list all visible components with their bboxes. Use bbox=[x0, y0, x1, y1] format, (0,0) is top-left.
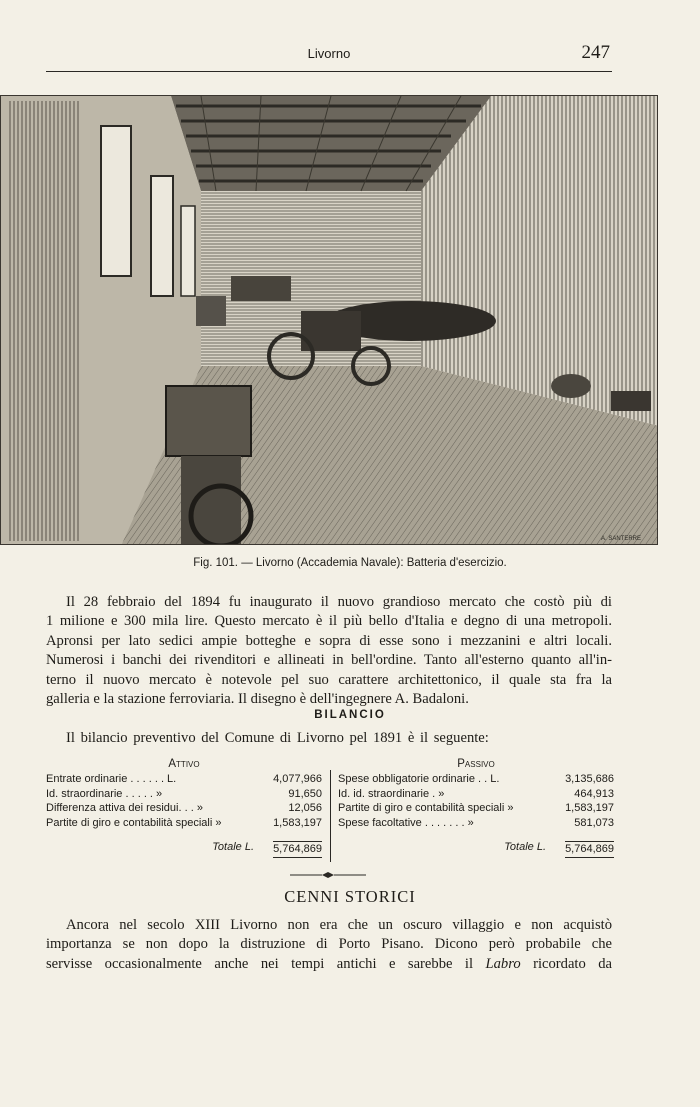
passivo-row-amount: 3,135,686 bbox=[565, 773, 614, 785]
paragraph-line: importanza se non dopo la distruzione di Porto Pisano. Dicono però probabile che bbox=[46, 936, 612, 953]
paragraph-line: 1 milione e 300 mila lire. Questo mercato è il più bello d'Italia e degno di una metropoli. bbox=[46, 613, 612, 630]
attivo-row-amount: 4,077,966 bbox=[273, 773, 322, 785]
column-divider bbox=[330, 770, 331, 862]
attivo-row-label: Partite di giro e contabilità speciali » bbox=[46, 816, 222, 829]
running-header bbox=[46, 42, 612, 72]
attivo-row-amount: 1,583,197 bbox=[273, 816, 322, 829]
attivo-row bbox=[46, 802, 322, 817]
paragraph-line: Il 28 febbraio del 1894 fu inaugurato il nuovo grandioso mercato che costò più di bbox=[66, 594, 612, 610]
bilancio-intro: Il bilancio preventivo del Comune di Livorno pel 1891 è il seguente: bbox=[66, 730, 489, 746]
attivo-heading: Attivo bbox=[168, 758, 200, 770]
attivo-row bbox=[46, 788, 322, 803]
history-paragraph bbox=[46, 916, 612, 974]
attivo-total-amount: 5,764,869 bbox=[273, 843, 322, 855]
paragraph-line: galleria e la stazione ferroviaria. Il disegno è dell'ingegnere A. Badaloni. bbox=[46, 691, 469, 708]
attivo-row-label: Id. straordinarie . . . . . » bbox=[46, 787, 163, 800]
attivo-row-label: Entrate ordinarie . . . . . . L. bbox=[46, 773, 177, 785]
passivo-row-amount: 581,073 bbox=[574, 816, 614, 829]
paragraph-line: Ancora nel secolo XIII Livorno non era che un oscuro villaggio e non acquistò bbox=[66, 917, 612, 933]
passivo-row bbox=[338, 802, 614, 817]
passivo-heading: Passivo bbox=[457, 758, 495, 770]
passivo-row bbox=[338, 773, 614, 788]
attivo-row bbox=[46, 817, 322, 832]
attivo-row-amount: 12,056 bbox=[288, 802, 322, 814]
paragraph-line: terno il nuovo mercato è notevole pel suo carattere architettonico, il quale sta fra la bbox=[46, 671, 612, 688]
paragraph-line: Numerosi i banchi dei rivenditori e allineati in bell'ordine. Tanto all'esterno quanto all'in- bbox=[46, 652, 612, 669]
section-heading: CENNI STORICI bbox=[284, 887, 416, 906]
passivo-total-amount: 5,764,869 bbox=[565, 843, 614, 855]
passivo-row-amount: 464,913 bbox=[574, 787, 614, 800]
attivo-total-label: Totale L. bbox=[212, 841, 254, 853]
paragraph-line: servisse occasionalmente anche nei tempi antichi e sarebbe il Labro ricordato da bbox=[46, 955, 612, 972]
passivo-row-label: Partite di giro e contabilità speciali » bbox=[338, 802, 514, 814]
attivo-row-amount: 91,650 bbox=[288, 787, 322, 800]
engraving-illustration bbox=[0, 95, 658, 545]
attivo-row bbox=[46, 773, 322, 788]
passivo-row-label: Id. id. straordinarie . » bbox=[338, 787, 445, 800]
market-paragraph bbox=[46, 593, 612, 709]
bilancio-heading: BILANCIO bbox=[314, 709, 386, 721]
attivo-total bbox=[46, 839, 322, 859]
passivo-total-label: Totale L. bbox=[504, 841, 546, 853]
header-rule bbox=[46, 71, 612, 72]
passivo-row-label: Spese facoltative . . . . . . . » bbox=[338, 816, 474, 829]
paragraph-line: Apronsi per lato sedici ampie botteghe e sopra di esse sono i mezzanini e altri locali. bbox=[46, 632, 612, 649]
passivo-total bbox=[338, 839, 614, 859]
attivo-table bbox=[46, 758, 322, 859]
passivo-row-label: Spese obbligatorie ordinarie . . L. bbox=[338, 773, 500, 785]
battery-hall-engraving bbox=[1, 96, 658, 545]
page-number: 247 bbox=[581, 42, 610, 63]
running-title: Livorno bbox=[307, 46, 351, 61]
passivo-table bbox=[338, 758, 614, 859]
passivo-row-amount: 1,583,197 bbox=[565, 802, 614, 814]
engraver-signature: A. SANTERRE bbox=[601, 536, 642, 542]
passivo-row bbox=[338, 788, 614, 803]
attivo-row-label: Differenza attiva dei residui. . . » bbox=[46, 802, 203, 814]
figure-caption: Fig. 101. — Livorno (Accademia Navale): Batteria d'esercizio. bbox=[193, 557, 507, 569]
ornament-divider bbox=[288, 870, 368, 880]
passivo-row bbox=[338, 817, 614, 832]
